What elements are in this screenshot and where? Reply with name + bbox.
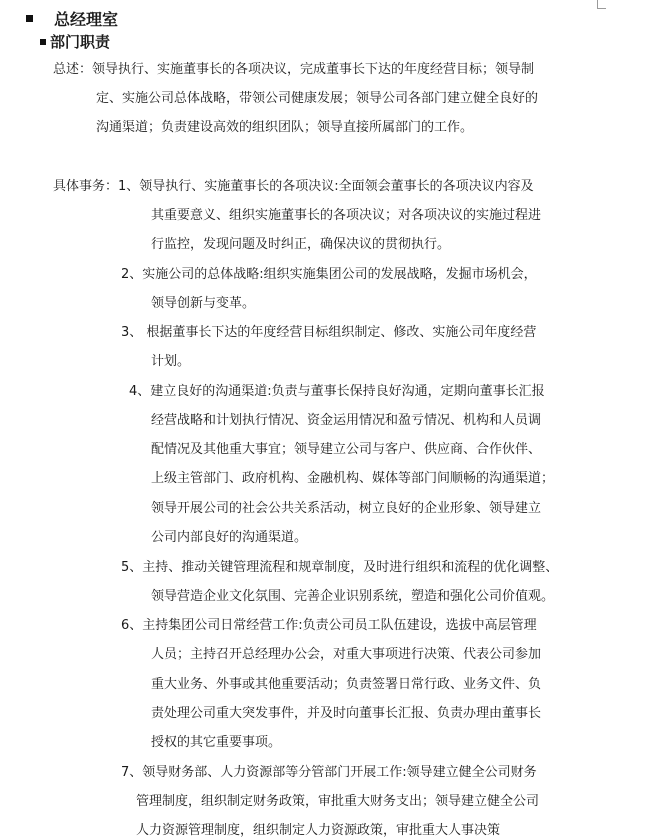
margin-corner-mark	[597, 0, 606, 9]
duty-line: 领导创新与变革。	[151, 296, 256, 311]
duty-line: 3、 根据董事长下达的年度经营目标组织制定、修改、实施公司年度经营	[121, 325, 537, 340]
duty-line: 领导营造企业文化氛围、完善企业识别系统，塑造和强化公司价值观。	[151, 589, 555, 604]
duty-line: 经营战略和计划执行情况、资金运用情况和盈亏情况、机构和人员调	[151, 413, 542, 428]
summary-line: 沟通渠道；负责建设高效的组织团队；领导直接所属部门的工作。	[96, 120, 474, 135]
duty-line: 管理制度，组织制定财务政策，审批重大财务支出；领导建立健全公司	[136, 794, 540, 809]
duty-line: 公司内部良好的沟通渠道。	[151, 530, 308, 545]
duty-line: 配情况及其他重大事宜；领导建立公司与客户、供应商、合作伙伴、	[151, 442, 542, 457]
section-title: 总经理室	[54, 10, 119, 29]
duty-line: 5、主持、推动关键管理流程和规章制度，及时进行组织和流程的优化调整、	[121, 560, 559, 575]
summary-line: 定、实施公司总体战略，带领公司健康发展；领导公司各部门建立健全良好的	[96, 91, 539, 106]
duty-line: 其重要意义、组织实施董事长的各项决议；对各项决议的实施过程进	[151, 208, 542, 223]
duty-line: 授权的其它重要事项。	[151, 735, 282, 750]
duty-line: 4、建立良好的沟通渠道:负责与董事长保持良好沟通，定期向董事长汇报	[129, 384, 545, 399]
section-subtitle: 部门职责	[50, 33, 111, 51]
duty-line: 计划。	[151, 354, 191, 369]
duty-line: 责处理公司重大突发事件，并及时向董事长汇报、负责办理由董事长	[151, 706, 542, 721]
square-bullet-icon	[40, 39, 46, 45]
duty-line: 具体事务：1、领导执行、实施董事长的各项决议:全面领会董事长的各项决议内容及	[53, 179, 534, 194]
duty-line: 人力资源管理制度，组织制定人力资源政策，审批重大人事决策	[136, 823, 501, 838]
duty-line: 重大业务、外事或其他重要活动；负责签署日常行政、业务文件、负	[151, 677, 542, 692]
heading-level-1	[26, 7, 118, 30]
square-bullet-icon	[26, 15, 33, 22]
duty-line: 6、主持集团公司日常经营工作:负责公司员工队伍建设，选拔中高层管理	[121, 618, 537, 633]
duty-line: 7、领导财务部、人力资源部等分管部门开展工作:领导建立健全公司财务	[121, 765, 537, 780]
duty-line: 2、实施公司的总体战略:组织实施集团公司的发展战略，发掘市场机会，	[121, 267, 537, 282]
heading-level-2	[40, 31, 110, 52]
duty-line: 人员；主持召开总经理办公会，对重大事项进行决策、代表公司参加	[151, 647, 542, 662]
duty-line: 领导开展公司的社会公共关系活动，树立良好的企业形象、领导建立	[151, 501, 542, 516]
summary-line: 总述：领导执行、实施董事长的各项决议，完成董事长下达的年度经营目标；领导制	[53, 62, 535, 77]
duty-line: 上级主管部门、政府机构、金融机构、媒体等部门间顺畅的沟通渠道；	[151, 471, 555, 486]
duty-line: 行监控，发现问题及时纠正，确保决议的贯彻执行。	[151, 237, 451, 252]
